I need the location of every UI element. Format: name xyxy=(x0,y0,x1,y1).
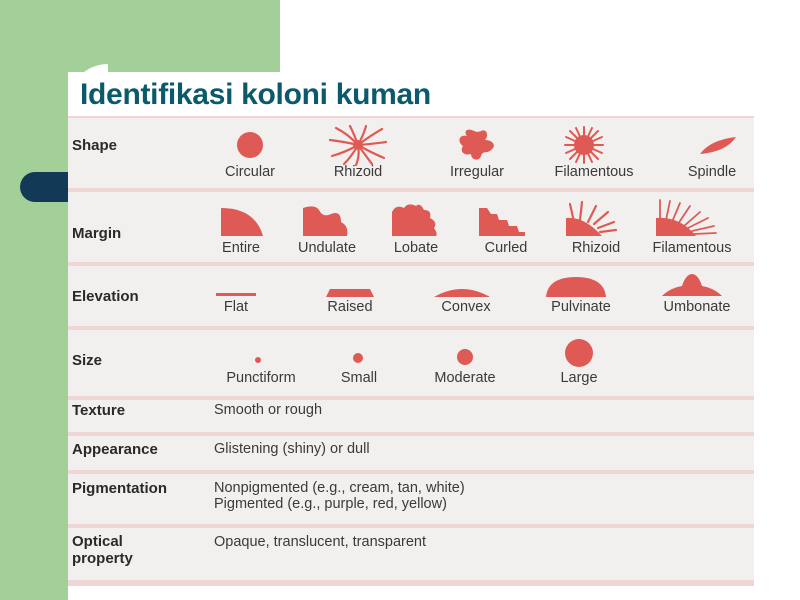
table-row-size xyxy=(68,330,754,396)
elevation-caption-pulvinate: Pulvinate xyxy=(551,299,611,315)
margin-caption-entire: Entire xyxy=(222,240,260,256)
texture-value: Smooth or rough xyxy=(214,402,323,418)
umbonate-elevation-icon xyxy=(660,272,724,298)
green-side-bar xyxy=(0,72,68,600)
row-label-pigmentation: Pigmentation xyxy=(72,480,168,497)
table-row-shape xyxy=(68,118,754,188)
colony-characteristics-table xyxy=(68,116,754,586)
elevation-caption-convex: Convex xyxy=(441,299,491,315)
raised-elevation-icon xyxy=(324,287,376,299)
large-dot-icon xyxy=(558,336,600,370)
convex-elevation-icon xyxy=(432,281,492,299)
row-label-texture: Texture xyxy=(72,402,126,419)
filamentous-colony-icon xyxy=(562,125,606,165)
circular-colony-icon xyxy=(230,130,270,160)
table-row-texture xyxy=(68,400,754,432)
row-label-property: property xyxy=(72,550,133,567)
margin-caption-undulate: Undulate xyxy=(297,240,357,256)
pigmentation-line-2: Pigmented (e.g., purple, red, yellow) xyxy=(214,496,447,512)
elevation-caption-flat: Flat xyxy=(223,299,249,315)
margin-caption-rhizoid: Rhizoid xyxy=(571,240,621,256)
lobate-margin-icon xyxy=(390,202,440,238)
row-label-optical: Optical xyxy=(72,533,123,550)
filamentous-margin-icon xyxy=(654,198,718,238)
table-row-elevation xyxy=(68,266,754,326)
size-caption-large: Large xyxy=(560,370,598,386)
irregular-colony-icon xyxy=(453,126,501,164)
small-dot-icon xyxy=(350,350,366,366)
entire-margin-icon xyxy=(219,204,265,238)
optical-property-value: Opaque, translucent, transparent xyxy=(214,534,426,550)
row-label-elevation: Elevation xyxy=(72,288,139,305)
row-label-size: Size xyxy=(72,352,103,369)
row-label-shape: Shape xyxy=(72,137,118,154)
rhizoid-colony-icon xyxy=(326,124,390,166)
punctiform-dot-icon xyxy=(252,354,264,366)
size-caption-small: Small xyxy=(340,370,378,386)
undulate-margin-icon xyxy=(301,204,351,238)
shape-caption-spindle: Spindle xyxy=(687,164,737,180)
margin-caption-filamentous: Filamentous xyxy=(652,240,732,256)
spindle-colony-icon xyxy=(696,134,740,158)
table-row-optical-property xyxy=(68,528,754,580)
green-header-bar xyxy=(0,0,280,72)
table-row-pigmentation xyxy=(68,474,754,524)
shape-caption-circular: Circular xyxy=(225,164,275,180)
shape-caption-rhizoid: Rhizoid xyxy=(333,164,383,180)
margin-caption-curled: Curled xyxy=(484,240,528,256)
moderate-dot-icon xyxy=(453,345,477,369)
margin-caption-lobate: Lobate xyxy=(393,240,439,256)
navy-tab-decoration xyxy=(20,172,70,202)
curled-margin-icon xyxy=(477,204,527,238)
appearance-value: Glistening (shiny) or dull xyxy=(214,441,370,457)
size-caption-moderate: Moderate xyxy=(434,370,496,386)
table-row-appearance xyxy=(68,436,754,470)
size-caption-punctiform: Punctiform xyxy=(226,370,296,386)
shape-caption-filamentous: Filamentous xyxy=(554,164,634,180)
flat-elevation-icon xyxy=(214,290,258,298)
row-label-appearance: Appearance xyxy=(72,441,158,458)
pigmentation-line-1: Nonpigmented (e.g., cream, tan, white) xyxy=(214,480,465,496)
shape-caption-irregular: Irregular xyxy=(450,164,504,180)
row-label-margin: Margin xyxy=(72,225,122,242)
elevation-caption-raised: Raised xyxy=(327,299,373,315)
rhizoid-margin-icon xyxy=(564,200,618,238)
table-row-margin xyxy=(68,192,754,262)
slide-title: Identifikasi koloni kuman xyxy=(80,78,431,111)
elevation-caption-umbonate: Umbonate xyxy=(663,299,731,315)
pulvinate-elevation-icon xyxy=(544,275,608,299)
